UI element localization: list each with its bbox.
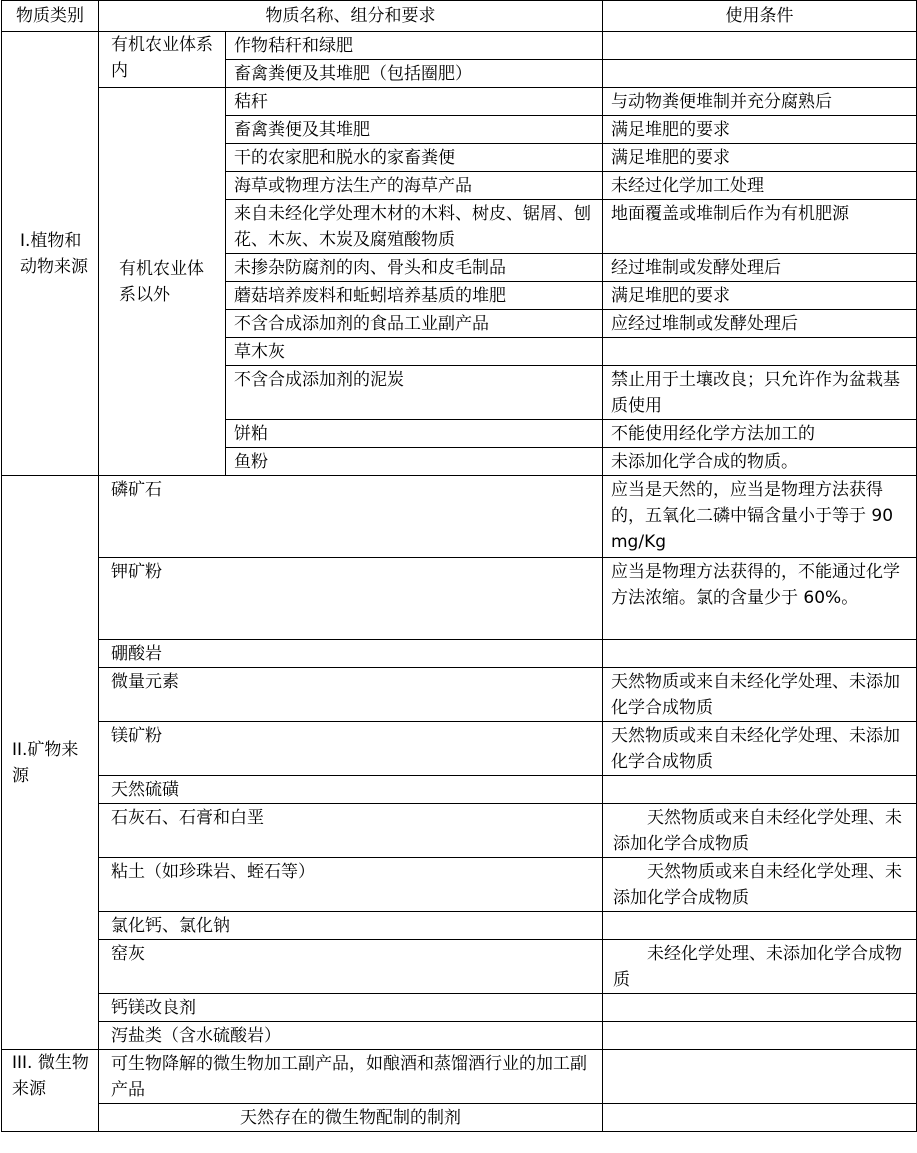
usage-condition <box>603 912 917 940</box>
usage-condition: 天然物质或来自未经化学处理、未添加化学合成物质 <box>603 858 917 912</box>
substance-name: 镁矿粉 <box>99 722 603 776</box>
substance-name: 粘土（如珍珠岩、蛭石等） <box>99 858 603 912</box>
substance-name: 微量元素 <box>99 668 603 722</box>
usage-condition: 满足堆肥的要求 <box>603 282 917 310</box>
category-mineral: II.矿物来源 <box>2 476 99 1050</box>
substance-name: 秸秆 <box>226 88 603 116</box>
usage-condition: 与动物粪便堆制并充分腐熟后 <box>603 88 917 116</box>
table-row <box>2 1050 917 1104</box>
table-row <box>2 558 917 640</box>
usage-condition: 地面覆盖或堆制后作为有机肥源 <box>603 200 917 254</box>
table-row <box>2 640 917 668</box>
substance-name: 不含合成添加剂的食品工业副产品 <box>226 310 603 338</box>
usage-condition: 不能使用经化学方法加工的 <box>603 420 917 448</box>
header-row <box>2 1 917 32</box>
usage-condition <box>603 1104 917 1132</box>
usage-condition: 应经过堆制或发酵处理后 <box>603 310 917 338</box>
usage-condition: 天然物质或来自未经化学处理、未添加化学合成物质 <box>603 668 917 722</box>
table-row <box>2 804 917 858</box>
category-plant-animal: I.植物和动物来源 <box>2 32 99 476</box>
usage-condition <box>603 776 917 804</box>
substance-name: 蘑菇培养废料和蚯蚓培养基质的堆肥 <box>226 282 603 310</box>
usage-condition: 未经化学处理、未添加化学合成物质 <box>603 940 917 994</box>
substance-name: 干的农家肥和脱水的家畜粪便 <box>226 144 603 172</box>
subcategory-outside: 有机农业体系以外 <box>99 88 226 476</box>
substance-name: 海草或物理方法生产的海草产品 <box>226 172 603 200</box>
substance-name: 天然存在的微生物配制的制剂 <box>99 1104 603 1132</box>
substance-name: 硼酸岩 <box>99 640 603 668</box>
substance-name: 可生物降解的微生物加工副产品，如酿酒和蒸馏酒行业的加工副产品 <box>99 1050 603 1104</box>
usage-condition: 禁止用于土壤改良；只允许作为盆栽基质使用 <box>603 366 917 420</box>
usage-condition: 满足堆肥的要求 <box>603 116 917 144</box>
table-row <box>2 668 917 722</box>
usage-condition <box>603 994 917 1022</box>
table-row <box>2 32 917 60</box>
usage-condition: 未经过化学加工处理 <box>603 172 917 200</box>
substance-name: 畜禽粪便及其堆肥（包括圈肥） <box>226 60 603 88</box>
substance-name: 鱼粉 <box>226 448 603 476</box>
substance-name: 钾矿粉 <box>99 558 603 640</box>
category-microbial: III. 微生物来源 <box>2 1050 99 1132</box>
table-row <box>2 88 917 116</box>
substance-name: 来自未经化学处理木材的木料、树皮、锯屑、刨花、木灰、木炭及腐殖酸物质 <box>226 200 603 254</box>
substance-name: 草木灰 <box>226 338 603 366</box>
substance-name: 泻盐类（含水硫酸岩） <box>99 1022 603 1050</box>
usage-condition <box>603 32 917 60</box>
table-row <box>2 912 917 940</box>
substance-name: 饼粕 <box>226 420 603 448</box>
substance-name: 钙镁改良剂 <box>99 994 603 1022</box>
substance-name: 不含合成添加剂的泥炭 <box>226 366 603 420</box>
table-row <box>2 858 917 912</box>
substance-name: 畜禽粪便及其堆肥 <box>226 116 603 144</box>
usage-condition: 天然物质或来自未经化学处理、未添加化学合成物质 <box>603 722 917 776</box>
table-row <box>2 1022 917 1050</box>
usage-condition <box>603 1022 917 1050</box>
usage-condition: 未添加化学合成的物质。 <box>603 448 917 476</box>
usage-condition: 满足堆肥的要求 <box>603 144 917 172</box>
usage-condition <box>603 640 917 668</box>
usage-condition <box>603 60 917 88</box>
table-row <box>2 776 917 804</box>
substance-name: 天然硫磺 <box>99 776 603 804</box>
table-row <box>2 994 917 1022</box>
substance-name: 氯化钙、氯化钠 <box>99 912 603 940</box>
usage-condition: 经过堆制或发酵处理后 <box>603 254 917 282</box>
subcategory-inside: 有机农业体系内 <box>99 32 226 88</box>
usage-condition: 天然物质或来自未经化学处理、未添加化学合成物质 <box>603 804 917 858</box>
usage-condition <box>603 1050 917 1104</box>
header-condition: 使用条件 <box>603 1 917 32</box>
usage-condition <box>603 338 917 366</box>
substance-name: 磷矿石 <box>99 476 603 558</box>
header-category: 物质类别 <box>2 1 99 32</box>
table-row <box>2 476 917 558</box>
substance-name: 未掺杂防腐剂的肉、骨头和皮毛制品 <box>226 254 603 282</box>
usage-condition: 应当是天然的，应当是物理方法获得的，五氧化二磷中镉含量小于等于 90mg/Kg <box>603 476 917 558</box>
substance-name: 窑灰 <box>99 940 603 994</box>
header-name: 物质名称、组分和要求 <box>99 1 603 32</box>
table-row <box>2 1104 917 1132</box>
fertilizer-substance-table <box>1 0 917 1132</box>
substance-name: 作物秸秆和绿肥 <box>226 32 603 60</box>
substance-name: 石灰石、石膏和白垩 <box>99 804 603 858</box>
table-row <box>2 722 917 776</box>
usage-condition: 应当是物理方法获得的，不能通过化学方法浓缩。氯的含量少于 60%。 <box>603 558 917 640</box>
table-row <box>2 940 917 994</box>
